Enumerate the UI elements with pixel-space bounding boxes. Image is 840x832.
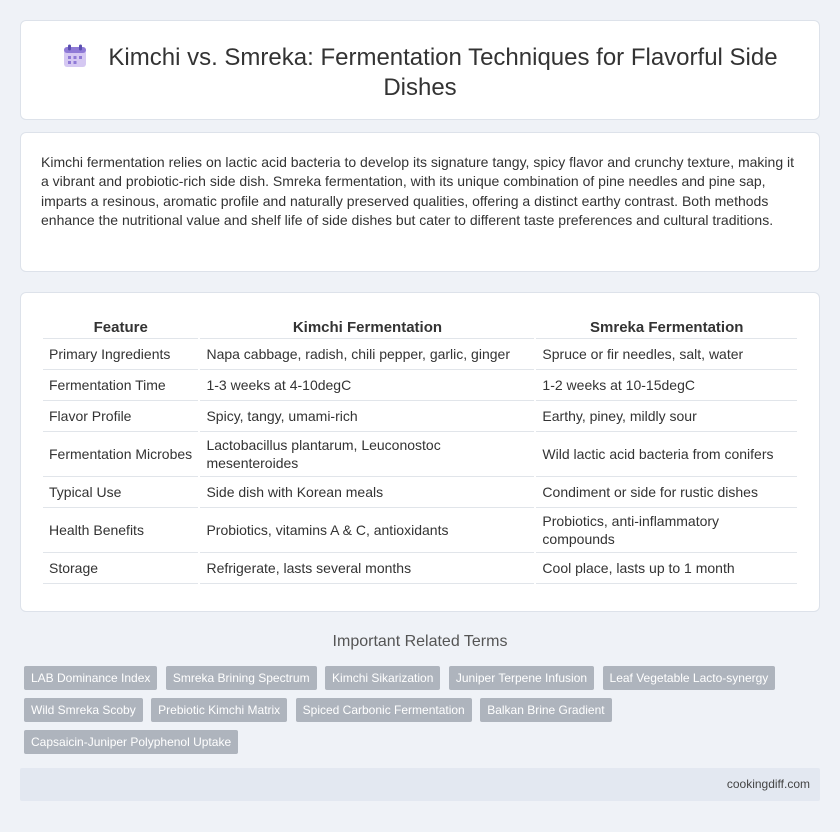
related-terms-tags — [24, 666, 816, 762]
row-smreka: Wild lactic acid bacteria from conifers — [536, 432, 797, 477]
row-kimchi: 1-3 weeks at 4-10degC — [200, 370, 534, 401]
row-feature: Flavor Profile — [43, 401, 198, 432]
row-feature: Typical Use — [43, 477, 198, 508]
comparison-card — [20, 292, 820, 612]
header-kimchi: Kimchi Fermentation — [200, 313, 534, 339]
row-smreka: Probiotics, anti-inflammatory compounds — [536, 508, 797, 553]
table-row — [43, 339, 797, 370]
table-row — [43, 553, 797, 584]
row-kimchi: Napa cabbage, radish, chili pepper, garlic, ginger — [200, 339, 534, 370]
intro-card — [20, 132, 820, 272]
table-row — [43, 432, 797, 477]
related-tag[interactable]: LAB Dominance Index — [24, 666, 157, 690]
related-tag[interactable]: Balkan Brine Gradient — [480, 698, 611, 722]
footer — [20, 768, 820, 801]
calendar-icon — [62, 43, 88, 69]
table-row — [43, 370, 797, 401]
related-tag[interactable]: Capsaicin-Juniper Polyphenol Uptake — [24, 730, 238, 754]
row-smreka: Spruce or fir needles, salt, water — [536, 339, 797, 370]
intro-paragraph: Kimchi fermentation relies on lactic acid bacteria to develop its signature tangy, spicy flavor and crunchy texture, making it a vibrant and probiotic-rich side dish. Smreka fermentation, with its unique combination of pine needles and pine sap, imparts a resinous, aromatic profile and naturally preserved qualities, offering a distinct earthy contrast. Both methods enhance the nutritional value and shelf life of side dishes but cater to different taste preferences and cultural traditions. — [41, 154, 794, 229]
related-tag[interactable]: Smreka Brining Spectrum — [166, 666, 317, 690]
row-feature: Storage — [43, 553, 198, 584]
table-row — [43, 508, 797, 553]
row-kimchi: Lactobacillus plantarum, Leuconostoc mesenteroides — [200, 432, 534, 477]
related-tag[interactable]: Juniper Terpene Infusion — [449, 666, 594, 690]
table-header-row — [43, 313, 797, 339]
row-feature: Primary Ingredients — [43, 339, 198, 370]
table-row — [43, 401, 797, 432]
row-feature: Health Benefits — [43, 508, 198, 553]
related-tag[interactable]: Kimchi Sikarization — [325, 666, 440, 690]
row-smreka: Cool place, lasts up to 1 month — [536, 553, 797, 584]
row-feature: Fermentation Microbes — [43, 432, 198, 477]
row-smreka: Condiment or side for rustic dishes — [536, 477, 797, 508]
row-kimchi: Side dish with Korean meals — [200, 477, 534, 508]
page-title-row — [61, 43, 779, 103]
title-card — [20, 20, 820, 120]
row-kimchi: Refrigerate, lasts several months — [200, 553, 534, 584]
related-tag[interactable]: Prebiotic Kimchi Matrix — [151, 698, 287, 722]
related-tag[interactable]: Wild Smreka Scoby — [24, 698, 143, 722]
header-feature: Feature — [43, 313, 198, 339]
row-kimchi: Probiotics, vitamins A & C, antioxidants — [200, 508, 534, 553]
row-feature: Fermentation Time — [43, 370, 198, 401]
footer-site-link[interactable]: cookingdiff.com — [726, 777, 810, 791]
header-smreka: Smreka Fermentation — [536, 313, 797, 339]
related-tag[interactable]: Leaf Vegetable Lacto-synergy — [603, 666, 776, 690]
row-smreka: Earthy, piney, mildly sour — [536, 401, 797, 432]
page-title: Kimchi vs. Smreka: Fermentation Techniques for Flavorful Side Dishes — [108, 44, 778, 101]
related-tag[interactable]: Spiced Carbonic Fermentation — [296, 698, 472, 722]
row-kimchi: Spicy, tangy, umami-rich — [200, 401, 534, 432]
related-terms-title: Important Related Terms — [332, 633, 508, 650]
table-row — [43, 477, 797, 508]
comparison-table — [41, 313, 799, 584]
row-smreka: 1-2 weeks at 10-15degC — [536, 370, 797, 401]
